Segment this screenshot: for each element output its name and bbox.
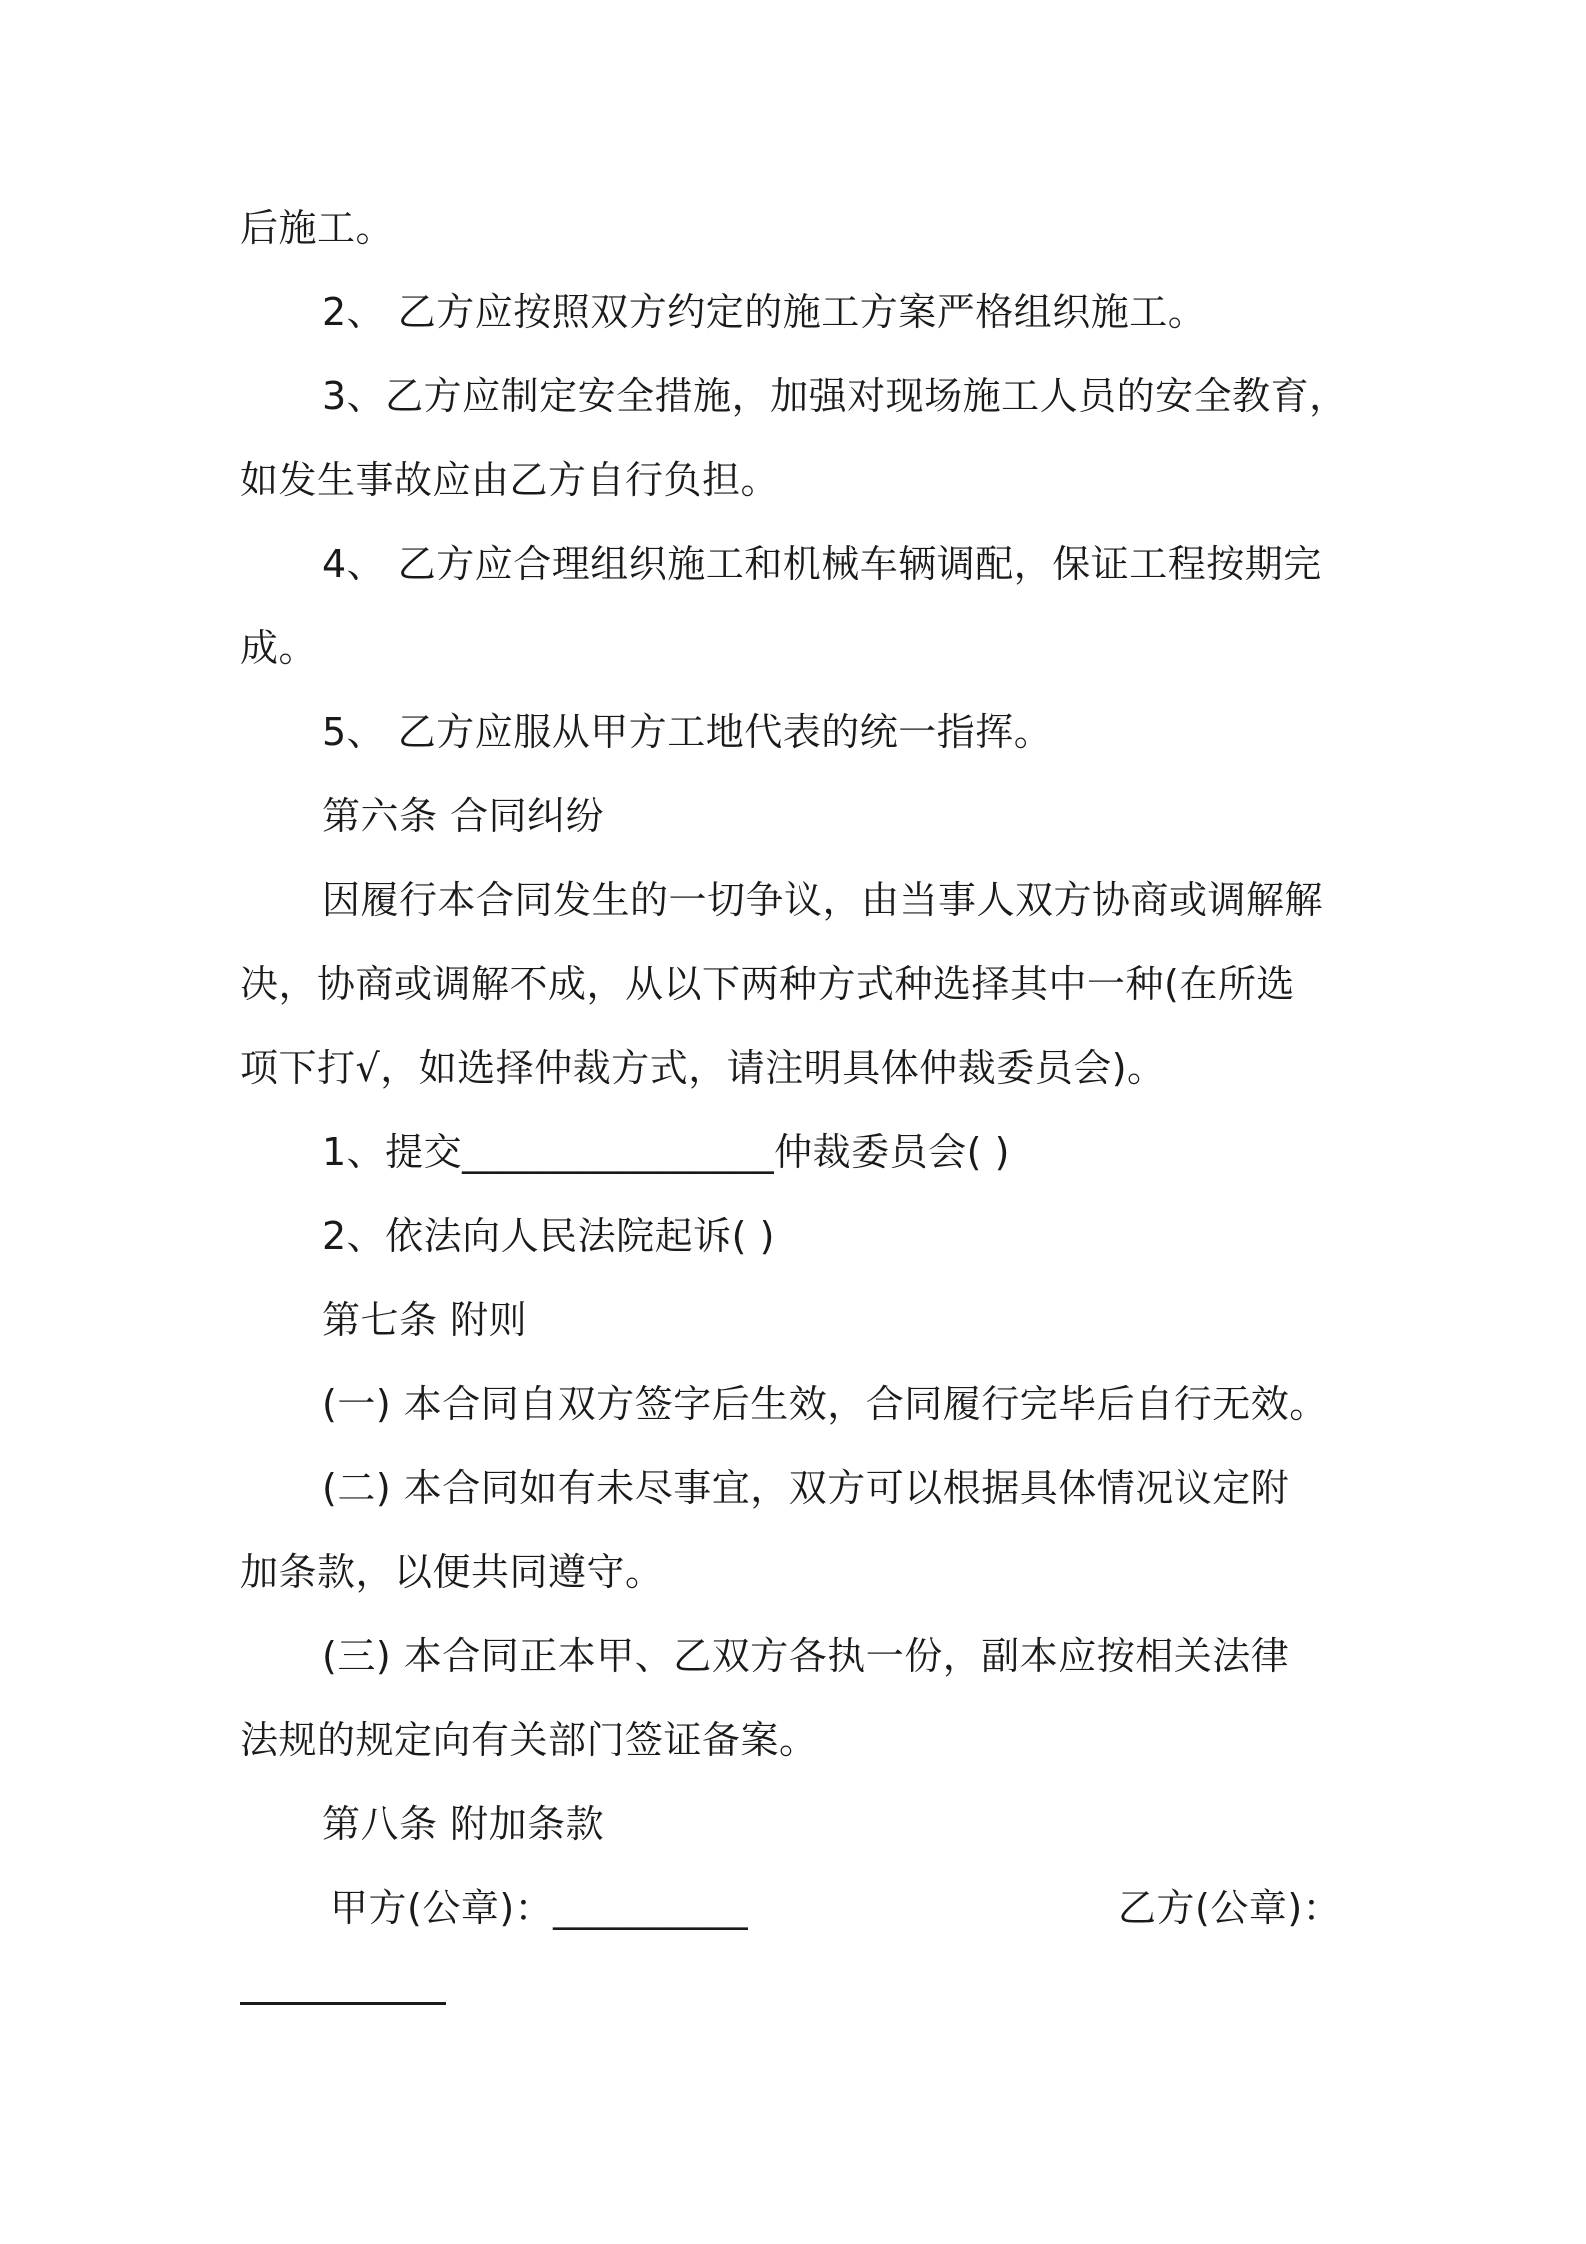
paragraph-line: (二) 本合同如有未尽事宜，双方可以根据具体情况议定附 [322, 1466, 1290, 1510]
section-heading: 第八条 附加条款 [322, 1802, 605, 1846]
paragraph-line: (一) 本合同自双方签字后生效，合同履行完毕后自行无效。 [322, 1382, 1328, 1426]
paragraph-line: 1、提交________________仲裁委员会( ) [322, 1130, 1010, 1174]
section-heading: 第六条 合同纠纷 [322, 794, 605, 838]
paragraph-line: 如发生事故应由乙方自行负担。 [240, 458, 780, 502]
paragraph-line: 项下打√，如选择仲裁方式，请注明具体仲裁委员会)。 [240, 1046, 1166, 1090]
paragraph-line: 5、 乙方应服从甲方工地代表的统一指挥。 [322, 710, 1053, 754]
paragraph-line: 2、依法向人民法院起诉( ) [322, 1214, 775, 1258]
paragraph-line: (三) 本合同正本甲、乙双方各执一份，副本应按相关法律 [322, 1634, 1290, 1678]
party-b-signature: 乙方(公章)： [1118, 1886, 1342, 1930]
paragraph-line: 决，协商或调解不成，从以下两种方式种选择其中一种(在所选 [240, 962, 1295, 1006]
section-heading: 第七条 附则 [322, 1298, 528, 1342]
paragraph-line: 2、 乙方应按照双方约定的施工方案严格组织施工。 [322, 290, 1207, 334]
paragraph-line: 4、 乙方应合理组织施工和机械车辆调配，保证工程按期完 [322, 542, 1322, 586]
signature-blank-line [240, 2002, 446, 2005]
party-a-signature: 甲方(公章)：__________ [330, 1886, 749, 1930]
paragraph-line: 成。 [240, 626, 318, 670]
paragraph-line: 因履行本合同发生的一切争议，由当事人双方协商或调解解 [322, 878, 1324, 922]
paragraph-line: 3、乙方应制定安全措施，加强对现场施工人员的安全教育， [322, 374, 1348, 418]
paragraph-line: 加条款，以便共同遵守。 [240, 1550, 664, 1594]
paragraph-line: 法规的规定向有关部门签证备案。 [240, 1718, 818, 1762]
paragraph-line: 后施工。 [240, 206, 395, 250]
